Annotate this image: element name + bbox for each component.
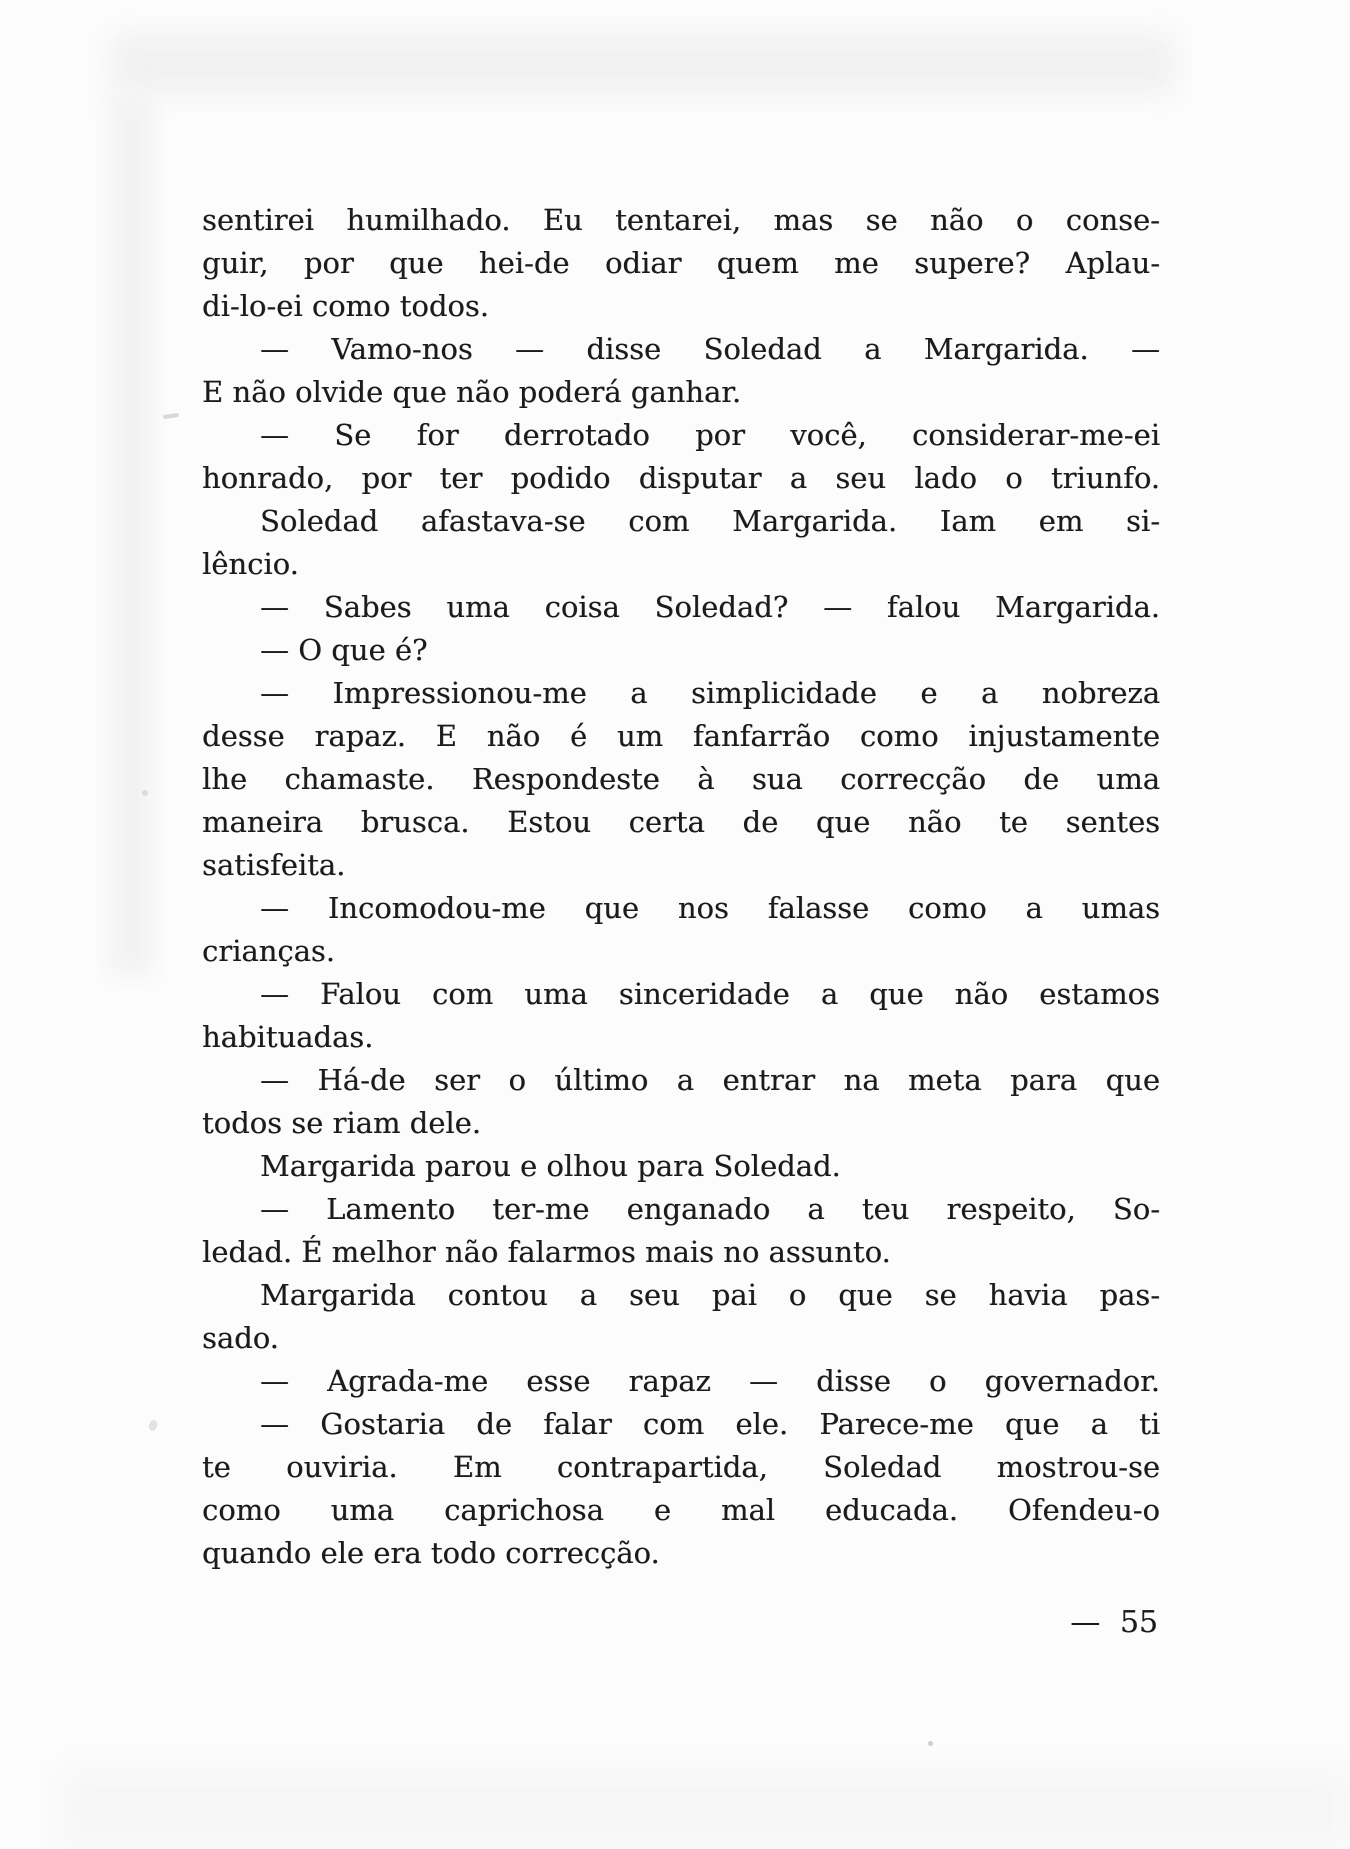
text-line: lêncio. (202, 547, 299, 581)
scan-shading-bottom (60, 1770, 1350, 1849)
text-block (202, 199, 1160, 1575)
text-line: — Falou com uma sinceridade a que não estamos (260, 977, 1160, 1011)
scan-speck (142, 790, 148, 796)
text-line: di-lo-ei como todos. (202, 289, 489, 323)
scan-speck (163, 413, 179, 419)
text-line: — Lamento ter-me enganado a teu respeito, So- (260, 1192, 1160, 1226)
text-line: — Há-de ser o último a entrar na meta para que (260, 1063, 1160, 1097)
scan-speck (147, 1419, 159, 1432)
text-line: maneira brusca. Estou certa de que não te sentes (202, 805, 1160, 839)
text-line: ledad. É melhor não falarmos mais no assunto. (202, 1235, 891, 1269)
text-line: te ouviria. Em contrapartida, Soledad mostrou-se (202, 1450, 1160, 1484)
text-line: sentirei humilhado. Eu tentarei, mas se não o conse- (202, 203, 1160, 237)
text-line: lhe chamaste. Respondeste à sua correcção de uma (202, 762, 1160, 796)
text-line: — Vamo-nos — disse Soledad a Margarida. — (260, 332, 1160, 366)
scan-shading-left (110, 95, 152, 975)
text-line: — O que é? (260, 633, 428, 667)
text-line: — Incomodou-me que nos falasse como a umas (260, 891, 1160, 925)
text-line: quando ele era todo correcção. (202, 1536, 660, 1570)
text-line: todos se riam dele. (202, 1106, 482, 1140)
text-line: guir, por que hei-de odiar quem me supere? Aplau- (202, 246, 1160, 280)
text-line: habituadas. (202, 1020, 374, 1054)
text-line: sado. (202, 1321, 279, 1355)
text-line: — Se for derrotado por você, considerar-me-ei (260, 418, 1160, 452)
text-line: crianças. (202, 934, 335, 968)
text-line: — Agrada-me esse rapaz — disse o governador. (260, 1364, 1160, 1398)
text-line: — Sabes uma coisa Soledad? — falou Margarida. (260, 590, 1160, 624)
scan-shading-top (112, 34, 1174, 94)
text-line: — Impressionou-me a simplicidade e a nobreza (260, 676, 1160, 710)
text-line: satisfeita. (202, 848, 346, 882)
text-line: desse rapaz. E não é um fanfarrão como injustamente (202, 719, 1160, 753)
text-line: Soledad afastava-se com Margarida. Iam em si- (260, 504, 1160, 538)
text-line: honrado, por ter podido disputar a seu lado o triunfo. (202, 461, 1160, 495)
text-line: E não olvide que não poderá ganhar. (202, 375, 742, 409)
page-number: — 55 (1070, 1605, 1158, 1640)
text-line: Margarida contou a seu pai o que se havia pas- (260, 1278, 1160, 1312)
scan-speck (928, 1741, 933, 1746)
text-line: Margarida parou e olhou para Soledad. (260, 1149, 841, 1183)
text-line: como uma caprichosa e mal educada. Ofendeu-o (202, 1493, 1160, 1527)
text-line: — Gostaria de falar com ele. Parece-me que a ti (260, 1407, 1160, 1441)
